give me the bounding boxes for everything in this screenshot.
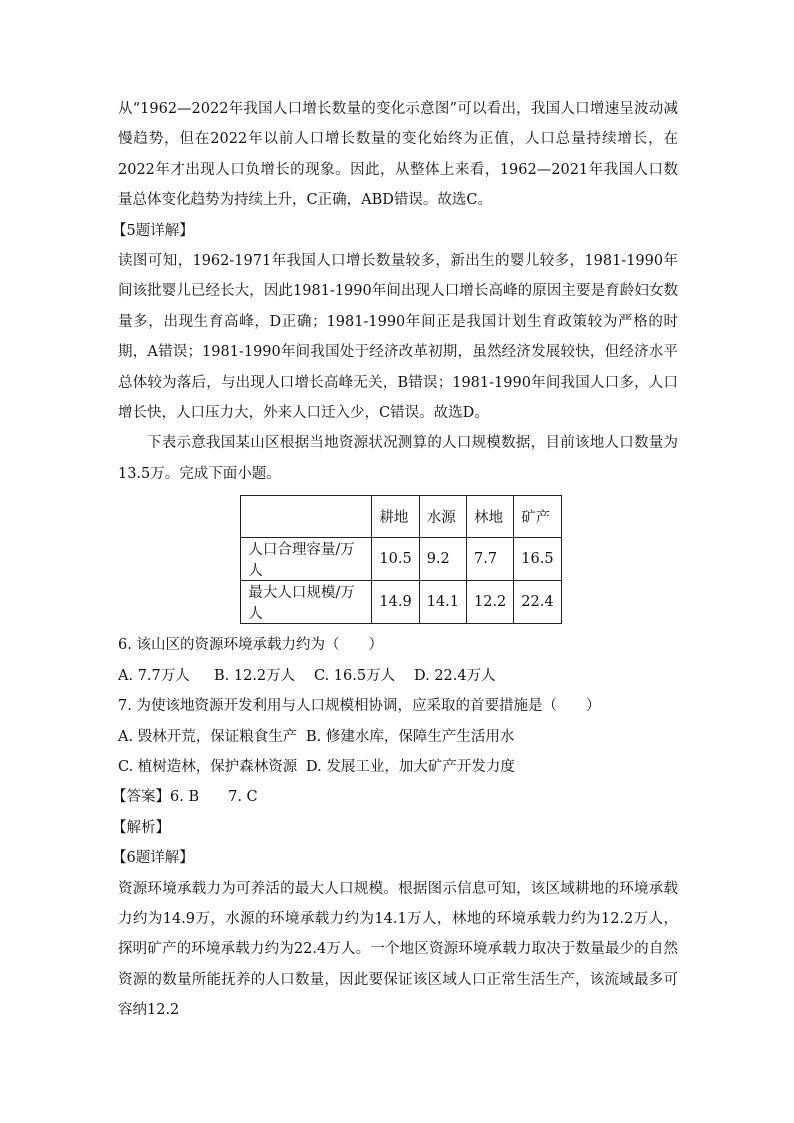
- table-cell: 12.2: [467, 581, 514, 624]
- question-6-stem: 6. 该山区的资源环境承载力约为（ ）: [118, 637, 383, 654]
- question-7-option-a: A. 毁林开荒，保证粮食生产: [118, 728, 298, 745]
- table-row: [241, 581, 561, 624]
- document-content: [112, 94, 678, 1026]
- table-header-row: [241, 496, 561, 538]
- analysis-header: 【解析】: [112, 819, 170, 836]
- table-header-cell: 林地: [467, 496, 514, 538]
- table-cell: 最大人口规模/万人: [241, 581, 372, 624]
- q6-detail-header: 【6题详解】: [112, 850, 194, 867]
- table-intro: 下表示意我国某山区根据当地资源状况测算的人口规模数据，目前该地人口数量为13.5万。完成下面小题。: [118, 435, 678, 482]
- question-7-options-row2: [118, 752, 678, 782]
- population-table: [240, 495, 561, 624]
- table-cell: 7.7: [467, 538, 514, 581]
- table-header-cell: 耕地: [372, 496, 419, 538]
- question-7-options-row1: [118, 722, 678, 752]
- answer-line: 【答案】6. B 7. C: [112, 789, 258, 806]
- table-header-cell: [241, 496, 372, 538]
- paragraph-q6-analysis: 资源环境承载力为可养活的最大人口规模。根据图示信息可知，该区域耕地的环境承载力约为14.9万，水源的环境承载力约为14.1万人，林地的环境承载力约为12.2万人，探明矿产的环境承载力约为22.4万人。一个地区资源环境承载力取决于数量最少的自然资源的数量所能抚养的人口数量，因此要保证该区域人口正常生活生产，该流域最多可容纳12.2: [118, 880, 678, 1019]
- table-cell: 14.9: [372, 581, 419, 624]
- question-6-option-a: A. 7.7万人: [118, 667, 190, 684]
- population-table-wrapper: [118, 495, 678, 624]
- table-cell: 14.1: [419, 581, 466, 624]
- table-cell: 22.4: [514, 581, 561, 624]
- question-6-option-d: D. 22.4万人: [414, 667, 496, 684]
- question-7-stem: 7. 为使该地资源开发利用与人口规模相协调，应采取的首要措施是（ ）: [118, 698, 601, 715]
- table-cell: 10.5: [372, 538, 419, 581]
- question-6-option-c: C. 16.5万人: [314, 667, 396, 684]
- question-6-option-b: B. 12.2万人: [214, 667, 296, 684]
- table-header-cell: 水源: [419, 496, 466, 538]
- table-row: [241, 538, 561, 581]
- paragraph-q5-analysis: 读图可知，1962-1971年我国人口增长数量较多，新出生的婴儿较多，1981-1990年间该批婴儿已经长大，因此1981-1990年间出现人口增长高峰的原因主要是育龄妇女数量多，出现生育高峰，D正确；1981-1990年间正是我国计划生育政策较为严格的时期，A错误；1981-1990年间我国处于经济改革初期，虽然经济发展较快，但经济水平总体较为落后，与出现人口增长高峰无关，B错误；1981-1990年间我国人口多，人口增长快，人口压力大，外来人口迁入少，C错误。故选D。: [118, 253, 678, 422]
- question-7-option-b: B. 修建水库，保障生产生活用水: [306, 728, 515, 745]
- table-header-cell: 矿产: [514, 496, 561, 538]
- question-7-option-c: C. 植树造林，保护森林资源: [118, 758, 298, 775]
- table-cell: 人口合理容量/万人: [241, 538, 372, 581]
- question-6-options: [118, 661, 678, 691]
- table-cell: 16.5: [514, 538, 561, 581]
- q5-detail-header: 【5题详解】: [112, 222, 194, 239]
- table-cell: 9.2: [419, 538, 466, 581]
- paragraph-q4-analysis: 从“1962—2022年我国人口增长数量的变化示意图”可以看出，我国人口增速呈波动减慢趋势，但在2022年以前人口增长数量的变化始终为正值，人口总量持续增长，在2022年才出现人口负增长的现象。因此，从整体上来看，1962—2021年我国人口数量总体变化趋势为持续上升，C正确，ABD错误。故选C。: [118, 101, 678, 209]
- question-7-option-d: D. 发展工业，加大矿产开发力度: [306, 758, 515, 775]
